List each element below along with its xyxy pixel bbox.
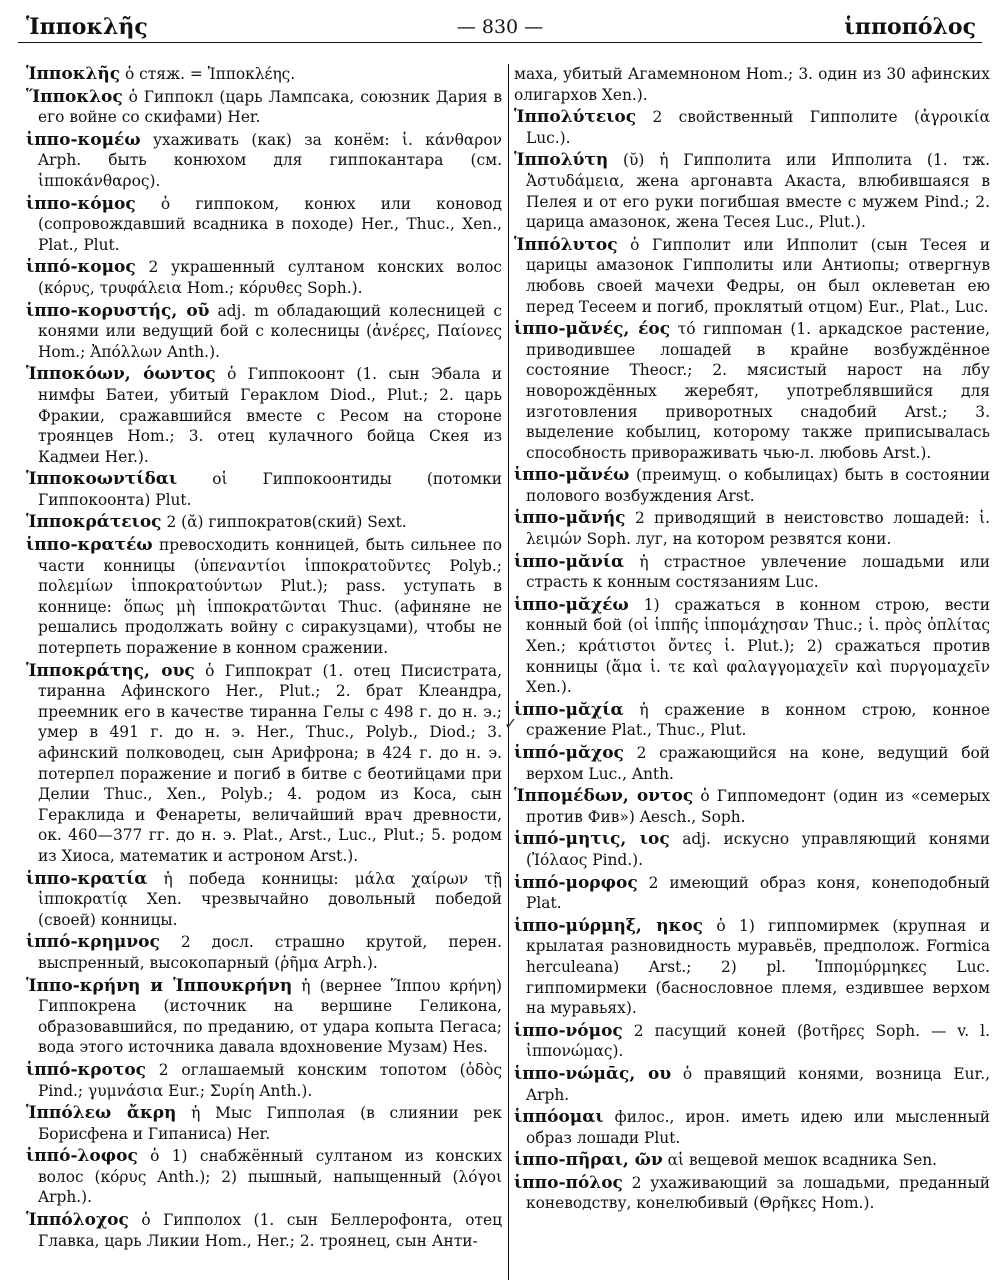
entry-headword: Ἱπποκράτειος xyxy=(26,512,162,533)
entry-definition: ἡ (вернее Ἵππου κρήνη) Гиппокрена (источник на вершине Геликона, образовавшийся, по преданию, от удара копыта Пегаса; вода этого источника давала вдохновение Музам) Hes. xyxy=(38,976,502,1057)
entry-headword: ἱππο-κομέω xyxy=(26,129,141,150)
entry-definition: маха, убитый Агамемноном Hom.; 3. один из 30 афинских олигархов Xen.). xyxy=(514,65,990,104)
entry-headword: ἱππό-μᾰχος xyxy=(514,743,624,763)
entry-headword: Ἱππόλοχος xyxy=(26,1210,129,1231)
dictionary-entry xyxy=(26,1060,502,1101)
entry-headword: ἱππό-κροτος xyxy=(26,1059,147,1080)
entry-definition: ἡ сражение в конном строю, конное сражение Plat., Thuc., Plut. xyxy=(526,700,990,740)
dictionary-entry xyxy=(26,130,502,192)
page-header xyxy=(18,12,982,43)
dictionary-entry xyxy=(514,829,990,870)
entry-headword: Ἱππόλυτος xyxy=(514,234,618,255)
entry-definition: ὁ Гиппокл (царь Лампсака, союзник Дария в его войне со скифами) Her. xyxy=(38,87,502,127)
entry-definition: 2 пасущий коней (βοτῆρες Soph. — v. l. ἱππονώμας). xyxy=(526,1021,990,1061)
entry-definition: ὁ 1) снабжённый султаном из конских волос (κόρυς Anth.); 2) пышный, напыщенный (λόγοι Arph.). xyxy=(38,1147,502,1207)
entry-definition: ὁ 1) гиппомирмек (крупная и крылатая разновидность муравьёв, предполож. Formica herculeana) Arst.; 2) pl. Ἱππομύρμηκες Luc. гиппомирмеки (баснословное племя, ездившее верхом на муравьях). xyxy=(526,916,990,1018)
entry-definition: αἱ вещевой мешок всадника Sen. xyxy=(662,1151,937,1170)
dictionary-entry xyxy=(514,150,990,232)
entry-definition: adj. искусно управляющий конями (Ἰόλαος Pind.). xyxy=(526,830,990,869)
entry-definition: ἡ Мыс Гипполая (в слиянии рек Борисфена и Гипаниса) Her. xyxy=(38,1104,502,1143)
entry-definition: 2 украшенный султаном конских волос (κόρυς, τρυφάλεια Hom.; κόρυθες Soph.). xyxy=(38,258,502,297)
entry-headword: ἱππο-πῆραι, ῶν xyxy=(514,1150,663,1171)
entry-definition: 2 приводящий в неистовство лошадей: ἱ. λειμών Soph. луг, на котором резвятся кони. xyxy=(526,509,990,549)
entry-definition: 2 сражающийся на коне, ведущий бой верхом Luc., Anth. xyxy=(526,744,990,783)
entry-headword: ἱππο-νόμος xyxy=(514,1020,623,1041)
dictionary-entry xyxy=(26,932,502,973)
entry-headword: Ἱππολύτη xyxy=(514,150,609,171)
entry-definition: τό гиппоман (1. аркадское растение, приводившее лошадей в крайне возбуждённое состояние Theocr.; 2. мясистый нарост на лбу новорождённых жеребят, употреблявшийся для изготовления приворотных снадобий Arst.; 3. выделение кобылиц, которому также приписывалась способность привораживать чью-л. любовь Arst.). xyxy=(526,320,990,462)
dictionary-entry xyxy=(26,257,502,298)
entry-headword: ἱππό-λοφος xyxy=(26,1146,138,1167)
entry-headword: ἱππόομαι xyxy=(514,1107,604,1128)
dictionary-entry xyxy=(514,786,990,827)
entry-headword: ἱππο-κρατέω xyxy=(26,535,153,556)
entry-definition: ὁ гиппоком, конюх или коновод (сопровождавший всадника в походе) Her., Thuc., Xen., Plat., Plut. xyxy=(38,194,502,254)
entry-definition: 2 имеющий образ коня, конеподобный Plat. xyxy=(526,873,990,913)
header-left-headword: Ἱπποκλῆς xyxy=(26,14,148,40)
header-right-headword: ἱπποπόλος xyxy=(844,14,976,40)
entry-definition: 2 досл. страшно крутой, перен. выспренный, высокопарный (ῥῆμα Arph.). xyxy=(38,933,502,972)
dictionary-entry xyxy=(514,552,990,593)
dictionary-entry xyxy=(26,194,502,256)
entry-definition: 1) сражаться в конном строю, вести конный бой (οἱ ἱππῆς ἱππομάχησαν Thuc.; ἱ. πρὸς ὁπλίτας Xen.; κράτιστοι ὄντες ἱ. Plut.); 2) сражаться против конницы (ἅμα ἱ. τε καὶ φαλαγγομαχεῖν καὶ πυργομαχεῖν Xen.). xyxy=(526,595,990,697)
entry-headword: ἱππο-μᾰνής xyxy=(514,508,626,529)
dictionary-entry xyxy=(26,469,502,510)
dictionary-entry xyxy=(514,319,990,463)
entry-headword: Ἱππο-κρήνη и Ἱππουκρήνη xyxy=(26,975,293,996)
entry-headword: ἱππο-νώμᾱς, ου xyxy=(514,1063,672,1084)
dictionary-entry xyxy=(514,1064,990,1105)
entry-definition: превосходить конницей, быть сильнее по части конницы (ὑπεναντίοι ἱπποκρατοῦντες Polyb.; πολεμίων ἱπποκρατούντων Plut.); pass. уступать в коннице: ὅπως μὴ ἱπποκρατῶνται Thuc. (афиняне не решались продолжать войну с сиракузцами), чтобы не потерпеть поражение в конном сражении. xyxy=(38,536,502,658)
left-column xyxy=(26,64,502,1280)
entry-headword: ἱππο-κρατία xyxy=(26,868,148,889)
entry-headword: ἱππό-κομος xyxy=(26,257,136,278)
dictionary-entry xyxy=(514,1107,990,1148)
dictionary-entry xyxy=(26,976,502,1058)
entry-headword: ἱππο-πόλος xyxy=(514,1172,623,1193)
entry-headword: ἱππο-μᾰνές, έος xyxy=(514,319,671,340)
entry-definition: ὁ Гиппократ (1. отец Писистрата, тиранна Афинского Her., Plut.; 2. брат Клеандра, преемник его в качестве тиранна Гелы с 498 г. до н. э.; умер в 491 г. до н. э. Her., Thuc., Polyb., Diod.; 3. афинский полководец, сын Арифрона; в 424 г. до н. э. потерпел поражение и погиб в битве с беотийцами при Делии Thuc., Xen., Polyb.; 4. родом из Коса, сын Гераклида и Фенареты, величайший врач древности, ок. 460—377 гг. до н. э. Plat., Arst., Luc., Plut.; 5. родом из Хиоса, математик и астроном Arst.). xyxy=(38,661,502,865)
dictionary-entry xyxy=(514,1173,990,1214)
entry-headword: Ἱππομέδων, οντος xyxy=(514,786,694,807)
entry-definition: ὁ Гиппомедонт (один из «семерых против Фив») Aesch., Soph. xyxy=(526,787,990,826)
entry-definition: ухаживать (как) за конём: ἱ. κάνθαρον Arph. быть конюхом для гиппокантара (см. ἱπποκάνθαρος). xyxy=(38,130,502,190)
dictionary-entry xyxy=(514,107,990,148)
dictionary-entry xyxy=(514,508,990,549)
entry-definition: ὁ стяж. = Ἱπποκλέης. xyxy=(120,65,296,83)
two-column-body xyxy=(26,64,990,1280)
entry-headword: Ἱπποκόων, όωντος xyxy=(26,364,216,385)
dictionary-entry xyxy=(514,64,990,105)
entry-definition: ὁ Гипполит или Ипполит (сын Тесея и царицы амазонок Гипполиты или Антиопы; отвергнув любовь своей мачехи Федры, он был оклеветан ею перед Тесеем и погиб, проклятый отцом) Eur., Plat., Luc. xyxy=(526,235,990,316)
entry-headword: Ἱππόλεω ἄκρη xyxy=(26,1103,177,1124)
dictionary-entry xyxy=(26,87,502,128)
dictionary-entry xyxy=(26,535,502,659)
entry-headword: ἱππο-μύρμηξ, ηκος xyxy=(514,915,704,936)
entry-definition: ἡ победа конницы: μάλα χαίρων τῇ ἱπποκρατίᾳ Xen. чрезвычайно довольный победой (своей) конницы. xyxy=(38,869,502,929)
dictionary-entry xyxy=(514,700,990,741)
entry-headword: Ἱπποκοωντίδαι xyxy=(26,469,178,490)
entry-definition: 2 оглашаемый конским топотом (ὁδὸς Pind.; γυμνάσια Eur.; Συρίη Anth.). xyxy=(38,1060,502,1100)
entry-definition: 2 свойственный Гипполите (ἀγροικία Luc.). xyxy=(526,108,990,147)
dictionary-entry xyxy=(514,873,990,914)
dictionary-entry xyxy=(26,869,502,931)
dictionary-entry xyxy=(514,1021,990,1062)
entry-headword: ἱππο-μᾰνία xyxy=(514,551,625,572)
entry-definition: (ῠ) ἡ Гипполита или Ипполита (1. тж. Ἀστυδάμεια, жена аргонавта Акаста, влюбившаяся в Пелея и от его руки погибшая вместе с мужем Pind.; 2. царица амазонок, жена Тесея Luc., Plut.). xyxy=(526,151,990,232)
dictionary-entry xyxy=(514,916,990,1019)
entry-headword: Ἱπποκράτης, ους xyxy=(26,660,195,681)
dictionary-entry xyxy=(26,512,502,533)
dictionary-entry xyxy=(514,595,990,698)
right-column xyxy=(514,64,990,1280)
dictionary-entry xyxy=(26,301,502,363)
dictionary-entry xyxy=(514,465,990,506)
entry-headword: Ἱππολύτειος xyxy=(514,107,637,128)
dictionary-entry xyxy=(514,743,990,784)
margin-check-mark: ✓ xyxy=(504,714,518,733)
entry-headword: Ἱπποκλῆς xyxy=(26,64,121,84)
entry-definition: 2 ухаживающий за лошадьми, преданный коневодству, конелюбивый (Θρῆκες Hom.). xyxy=(526,1173,990,1213)
dictionary-entry xyxy=(26,1210,502,1251)
entry-definition: οἱ Гиппокоонтиды (потомки Гиппокоонта) Plut. xyxy=(38,470,502,509)
entry-headword: ἱππο-κορυστής, οῦ xyxy=(26,300,210,321)
entry-definition: ὁ Гипполох (1. сын Беллерофонта, отец Главка, царь Ликии Hom., Her.; 2. троянец, сын Анти- xyxy=(38,1211,502,1250)
dictionary-entry xyxy=(514,235,990,317)
column-divider xyxy=(508,64,509,1280)
entry-headword: ἱππο-μᾰνέω xyxy=(514,465,630,486)
entry-definition: ὁ правящий конями, возница Eur., Arph. xyxy=(526,1064,990,1104)
entry-headword: ἱππο-μᾰχία xyxy=(514,699,624,720)
page-number: — 830 — xyxy=(456,16,544,38)
dictionary-entry xyxy=(26,1146,502,1208)
entry-definition: adj. m обладающий колесницей с конями или ведущий бой с колесницы (ἀνέρες, Παίονες Hom.; Ἀπόλλων Anth.). xyxy=(38,301,502,361)
entry-headword: ἱππό-μορφος xyxy=(514,872,638,893)
entry-headword: ἱππο-κόμος xyxy=(26,193,136,214)
entry-definition: 2 (ᾰ) гиппократов(ский) Sext. xyxy=(161,513,407,532)
entry-definition: ὁ Гиппокоонт (1. сын Эбала и нимфы Батеи, убитый Гераклом Diod., Plut.; 2. царь Фракии, сражавшийся вместе с Ресом на стороне троянцев Hom.; 3. отец кулачного бойца Скея из Кадмеи Her.). xyxy=(38,365,502,466)
entry-definition: ἡ страстное увлечение лошадьми или страсть к конным состязаниям Luc. xyxy=(526,552,990,592)
entry-headword: ἱππο-μᾰχέω xyxy=(514,594,629,615)
entry-headword: Ἵπποκλος xyxy=(26,86,123,107)
entry-definition: филос., ирон. иметь идею или мысленный образ лошади Plut. xyxy=(526,1108,990,1147)
entry-definition: (преимущ. о кобылицах) быть в состоянии полового возбуждения Arst. xyxy=(526,466,990,505)
dictionary-entry xyxy=(26,364,502,467)
dictionary-entry xyxy=(26,661,502,867)
dictionary-entry xyxy=(26,64,502,85)
entry-headword: ἱππό-κρημνος xyxy=(26,932,160,953)
entry-headword: ἱππό-μητις, ιος xyxy=(514,829,670,850)
dictionary-entry xyxy=(514,1150,990,1171)
dictionary-entry xyxy=(26,1103,502,1144)
